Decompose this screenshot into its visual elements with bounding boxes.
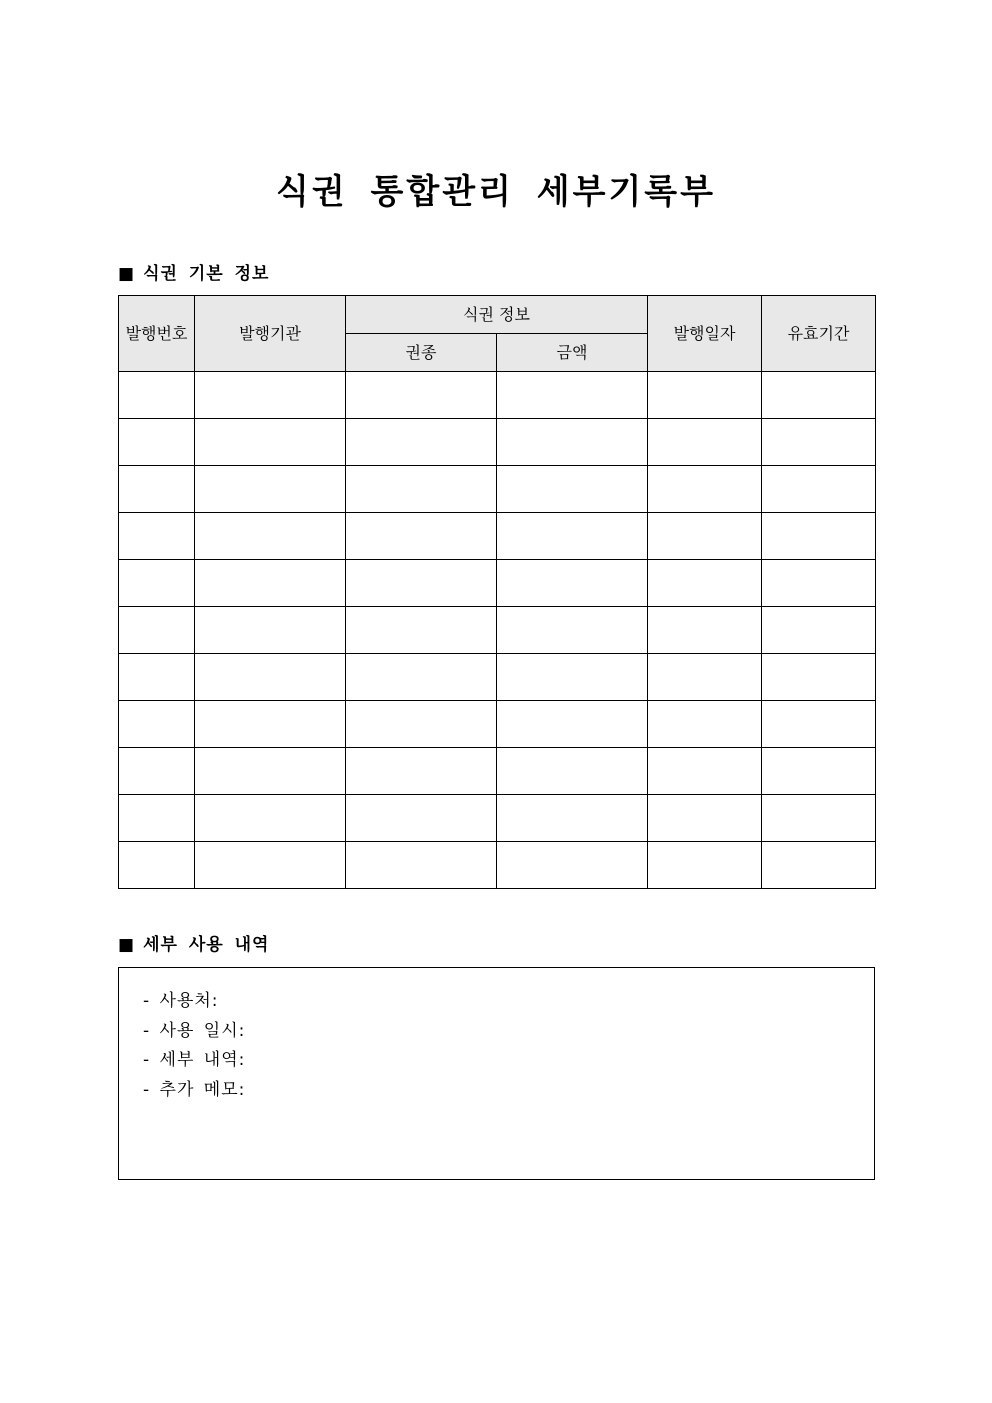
cell-issue-date[interactable] [648,795,762,842]
basic-info-heading-text: 식권 기본 정보 [143,264,270,284]
cell-validity[interactable] [762,795,876,842]
cell-issuer[interactable] [195,419,346,466]
table-row [119,795,876,842]
cell-validity[interactable] [762,513,876,560]
header-ticket-type: 권종 [346,334,497,372]
cell-issue-no[interactable] [119,607,195,654]
cell-ticket-type[interactable] [346,372,497,419]
cell-issuer[interactable] [195,795,346,842]
table-row [119,654,876,701]
table-row [119,607,876,654]
table-row [119,419,876,466]
cell-validity[interactable] [762,419,876,466]
cell-issue-date[interactable] [648,748,762,795]
usage-list [143,987,245,1105]
basic-info-heading [118,259,269,284]
cell-issue-date[interactable] [648,842,762,889]
table-row [119,466,876,513]
header-issue-no: 발행번호 [119,296,195,372]
cell-ticket-type[interactable] [346,748,497,795]
cell-issue-no[interactable] [119,748,195,795]
cell-issuer[interactable] [195,701,346,748]
cell-issuer[interactable] [195,560,346,607]
cell-ticket-type[interactable] [346,842,497,889]
cell-issue-no[interactable] [119,701,195,748]
cell-amount[interactable] [497,560,648,607]
cell-validity[interactable] [762,842,876,889]
usage-item-details: - 세부 내역: [143,1050,246,1070]
cell-ticket-type[interactable] [346,701,497,748]
cell-issue-date[interactable] [648,654,762,701]
cell-amount[interactable] [497,842,648,889]
header-issuer: 발행기관 [195,296,346,372]
cell-amount[interactable] [497,466,648,513]
cell-validity[interactable] [762,748,876,795]
cell-ticket-type[interactable] [346,419,497,466]
cell-issue-no[interactable] [119,654,195,701]
cell-issuer[interactable] [195,842,346,889]
cell-validity[interactable] [762,607,876,654]
cell-validity[interactable] [762,701,876,748]
cell-validity[interactable] [762,466,876,513]
cell-issuer[interactable] [195,466,346,513]
usage-item-place: - 사용처: [143,991,219,1011]
cell-ticket-type[interactable] [346,513,497,560]
usage-details-box [118,967,875,1180]
table-row [119,748,876,795]
square-bullet-icon: ■ [118,264,136,284]
cell-issue-no[interactable] [119,372,195,419]
cell-amount[interactable] [497,701,648,748]
cell-ticket-type[interactable] [346,654,497,701]
table-row [119,560,876,607]
cell-issuer[interactable] [195,654,346,701]
cell-issue-no[interactable] [119,466,195,513]
cell-amount[interactable] [497,607,648,654]
page-title: 식권 통합관리 세부기록부 [276,172,716,212]
usage-item-datetime: - 사용 일시: [143,1020,246,1041]
cell-amount[interactable] [497,795,648,842]
header-validity: 유효기간 [762,296,876,372]
table-row [119,513,876,560]
cell-issue-date[interactable] [648,701,762,748]
table-row [119,842,876,889]
cell-issuer[interactable] [195,372,346,419]
usage-heading [118,930,269,955]
cell-issue-date[interactable] [648,607,762,654]
cell-amount[interactable] [497,419,648,466]
cell-amount[interactable] [497,654,648,701]
cell-issue-date[interactable] [648,419,762,466]
cell-ticket-type[interactable] [346,607,497,654]
cell-issue-no[interactable] [119,419,195,466]
cell-issue-date[interactable] [648,372,762,419]
cell-issuer[interactable] [195,748,346,795]
usage-heading-text: 세부 사용 내역 [143,935,270,955]
header-ticket-info: 식권 정보 [346,296,648,334]
cell-amount[interactable] [497,372,648,419]
table-row [119,701,876,748]
cell-issue-date[interactable] [648,513,762,560]
cell-issue-date[interactable] [648,466,762,513]
cell-amount[interactable] [497,748,648,795]
header-amount: 금액 [497,334,648,372]
ticket-info-table [118,295,876,889]
cell-issue-date[interactable] [648,560,762,607]
table-row [119,372,876,419]
cell-validity[interactable] [762,372,876,419]
cell-issue-no[interactable] [119,513,195,560]
cell-amount[interactable] [497,513,648,560]
cell-ticket-type[interactable] [346,466,497,513]
cell-validity[interactable] [762,654,876,701]
usage-item-memo: - 추가 메모: [143,1079,246,1100]
cell-issue-no[interactable] [119,795,195,842]
cell-issuer[interactable] [195,607,346,654]
cell-ticket-type[interactable] [346,560,497,607]
square-bullet-icon: ■ [118,935,136,955]
header-issue-date: 발행일자 [648,296,762,372]
cell-issue-no[interactable] [119,560,195,607]
cell-issuer[interactable] [195,513,346,560]
cell-validity[interactable] [762,560,876,607]
cell-ticket-type[interactable] [346,795,497,842]
cell-issue-no[interactable] [119,842,195,889]
